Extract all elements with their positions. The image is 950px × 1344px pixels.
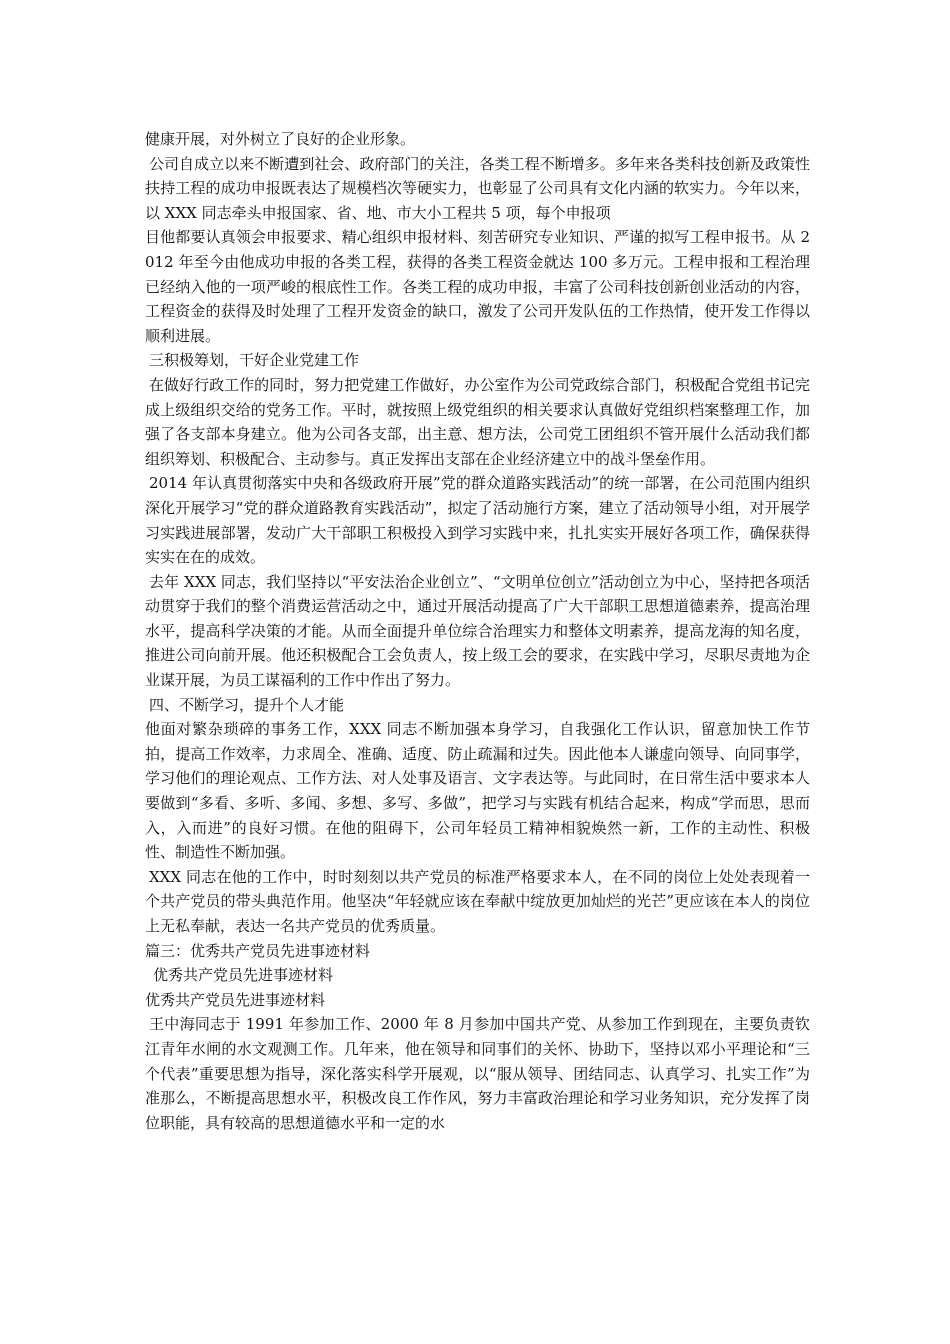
paragraph-5: 在做好行政工作的同时，努力把党建工作做好，办公室作为公司党政综合部门，积极配合党组书记完成上级组织交给的党务工作。平时，就按照上级党组织的相关要求认真做好党组织档案整理工作，加强了各支部本身建立。他为公司各支部，出主意、想方法，公司党工团组织不管开展什么活动我们都组织筹划、积极配合、主动参与。真正发挥出支部在企业经济建立中的战斗堡垒作用。 [145,375,810,468]
paragraph-9: 他面对繁杂琐碎的事务工作，XXX 同志不断加强本身学习，自我强化工作认识，留意加快工作节拍，提高工作效率，力求周全、准确、适度、防止疏漏和过失。因此他本人谦虚向领导、向同事学，学习他们的理论观点、工作方法、对人处事及语言、文字表达等。与此同时，在日常生活中要求本人要做到“多看、多听、多闻、多想、多写、多做”，把学习与实践有机结合起来，构成“学而思，思而入，入而进”的良好习惯。在他的阻碍下，公司年轻员工精神相貌焕然一新，工作的主动性、积极性、制造性不断加强。 [145,720,810,862]
paragraph-3: 目他都要认真领会申报要求、精心组织申报材料、刻苦研究专业知识、严谨的拟写工程申报书。从 2012 年至今由他成功申报的各类工程，获得的各类工程资金就达 100 多万元。工程申报和工程治理已经纳入他的一项严峻的根底性工作。各类工程的成功申报，丰富了公司科技创新创业活动的内容，工程资金的获得及时处理了工程开发资金的缺口，激发了公司开发队伍的工作热情，使开发工作得以顺利进展。 [145,228,810,345]
chapter-heading: 篇三：优秀共产党员先进事迹材料 [145,941,371,960]
paragraph-1: 健康开展，对外树立了良好的企业形象。 [145,130,416,148]
document-body [145,127,810,1135]
section-heading-3: 三积极筹划，干好企业党建工作 [149,351,360,370]
section-heading-4: 四、不断学习，提升个人才能 [149,695,345,714]
paragraph-14: 王中海同志于 1991 年参加工作、2000 年 8 月参加中国共产党、从参加工作到现在，主要负责钦江青年水闸的水文观测工作。几年来，他在领导和同事们的关怀、协助下，坚持以邓小平理论和“三个代表”重要思想为指导，深化落实科学开展观，以“服从领导、团结同志、认真学习、扎实工作”为准那么，不断提高思想水平，积极改良工作作风，努力丰富政治理论和学习业务知识，充分发挥了岗位职能，具有较高的思想道德水平和一定的水 [145,1015,810,1132]
paragraph-7: 去年 XXX 同志，我们坚持以“平安法治企业创立”、“文明单位创立”活动创立为中心，坚持把各项活动贯穿于我们的整个消费运营活动之中，通过开展活动提高了广大干部职工思想道德素养，提高治理水平，提高科学决策的才能。从而全面提升单位综合治理实力和整体文明素养，提高龙海的知名度，推进公司向前开展。他还积极配合工会负责人，按上级工会的要求，在实践中学习，尽职尽责地为企业谋开展，为员工谋福利的工作中作出了努力。 [145,572,810,690]
paragraph-6: 2014 年认真贯彻落实中央和各级政府开展”党的群众道路实践活动”的统一部署，在公司范围内组织深化开展学习“党的群众道路教育实践活动”，拟定了活动施行方案，建立了活动领导小组，对开展学习实践进展部署，发动广大干部职工积极投入到学习实践中来，扎扎实实开展好各项工作，确保获得实实在在的成效。 [145,474,810,567]
material-title-2: 优秀共产党员先进事迹材料 [145,990,326,1009]
material-title-1: 优秀共产党员先进事迹材料 [153,966,334,985]
paragraph-10: XXX 同志在他的工作中，时时刻刻以共产党员的标准严格要求本人，在不同的岗位上处处表现着一个共产党员的带头典范作用。他坚决“年轻就应该在奉献中绽放更加灿烂的光芒”更应该在本人的岗位上无私奉献，表达一名共产党员的优秀质量。 [145,867,810,935]
paragraph-2: 公司自成立以来不断遭到社会、政府部门的关注，各类工程不断增多。多年来各类科技创新及政策性扶持工程的成功申报既表达了规模档次等硬实力，也彰显了公司具有文化内涵的软实力。今年以来，以 XXX 同志牵头申报国家、省、地、市大小工程共 5 项，每个申报项 [145,154,810,222]
